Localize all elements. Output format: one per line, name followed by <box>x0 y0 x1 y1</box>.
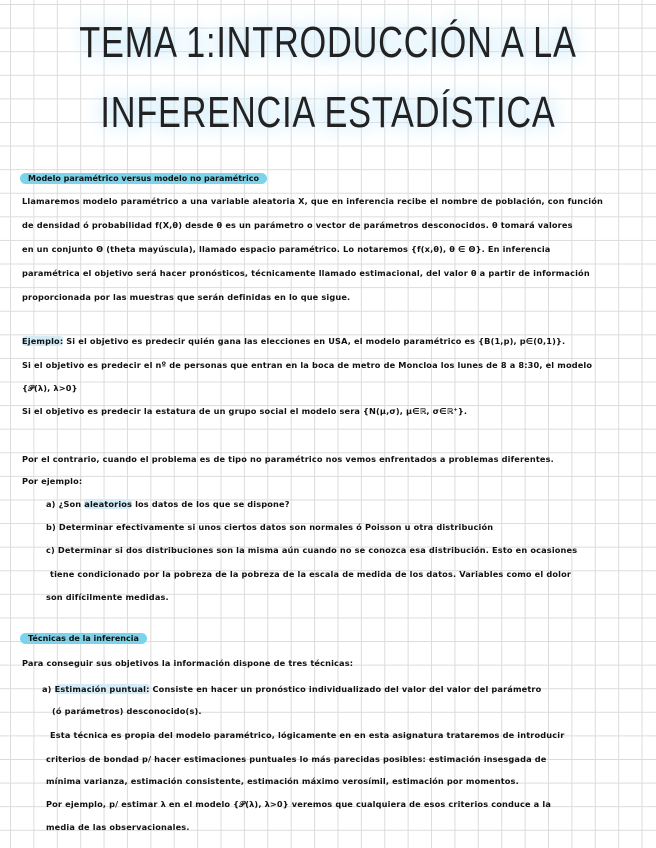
list-item: c) Determinar si dos distribuciones son la misma aún cuando no se conozca esa distribución. Esto en ocasiones <box>46 545 578 555</box>
highlighted-term: Estimación puntual: <box>54 684 150 694</box>
list-item: son difícilmente medidas. <box>46 592 169 602</box>
section-heading-parametric: Modelo paramétrico versus modelo no paramétrico <box>20 173 267 184</box>
list-item: b) Determinar efectivamente si unos ciertos datos son normales ó Poisson u otra distribución <box>46 522 494 532</box>
highlighted-word: aleatorios <box>84 499 133 509</box>
list-text: los datos de los que se dispone? <box>132 499 290 509</box>
example-text: Si el objetivo es predecir quién gana las elecciones en USA, el modelo paramétrico es {B(1,p), p∈(0,1)}. <box>63 336 566 346</box>
paragraph-line: Llamaremos modelo paramétrico a una variable aleatoria X, que en inferencia recibe el nombre de población, con función <box>22 196 603 206</box>
example-line: {𝒫(λ), λ>0} <box>22 383 78 393</box>
paragraph-line: Por el contrario, cuando el problema es de tipo no paramétrico nos vemos enfrentados a problemas diferentes. <box>22 454 554 464</box>
paragraph-line: criterios de bondad p/ hacer estimaciones puntuales lo más parecidas posibles: estimación insesgada de <box>46 754 547 764</box>
paragraph-line: paramétrica el objetivo será hacer pronósticos, técnicamente llamado estimacional, del valor θ a partir de información <box>22 268 590 278</box>
page-title-line-1: TEMA 1:INTRODUCCIÓN A LA <box>79 18 577 67</box>
example-line <box>22 336 565 346</box>
list-text: Consiste en hacer un pronóstico individualizado del valor del valor del parámetro <box>149 684 542 694</box>
paragraph-line: de densidad ó probabilidad f(X,θ) desde θ es un parámetro o vector de parámetros desconocidos. θ tomará valores <box>22 220 573 230</box>
paragraph-line: Por ejemplo, p/ estimar λ en el modelo {𝒫(λ), λ>0} veremos que cualquiera de esos criterios conduce a la <box>46 799 551 809</box>
list-item: tiene condicionado por la pobreza de la pobreza de la escala de medida de los datos. Variables como el dolor <box>50 569 572 579</box>
example-line: Si el objetivo es predecir el nº de personas que entran en la boca de metro de Moncloa los lunes de 8 a 8:30, el modelo <box>22 360 593 370</box>
list-item <box>42 684 541 694</box>
list-prefix: a) ¿Son <box>46 499 85 509</box>
paragraph-line: proporcionada por las muestras que serán definidas en lo que sigue. <box>22 292 351 302</box>
paragraph-line: media de las observacionales. <box>46 822 190 832</box>
paragraph-line: Esta técnica es propia del modelo paramétrico, lógicamente en en esta asignatura trataremos de introducir <box>50 730 565 740</box>
list-item <box>46 499 290 509</box>
paragraph-line: Para conseguir sus objetivos la información dispone de tres técnicas: <box>22 658 354 668</box>
paragraph-line: Por ejemplo: <box>22 476 83 486</box>
paragraph-line: (ó parámetros) desconocido(s). <box>52 706 202 716</box>
paragraph-line: mínima varianza, estimación consistente, estimación máximo verosímil, estimación por momentos. <box>46 776 519 786</box>
list-prefix: a) <box>42 684 55 694</box>
paragraph-line: en un conjunto Θ (theta mayúscula), llamado espacio paramétrico. Lo notaremos {f(x,θ), θ ∈ Θ}. En inferencia <box>22 244 551 254</box>
example-label: Ejemplo: <box>22 336 64 346</box>
example-line: Si el objetivo es predecir la estatura de un grupo social el modelo sera {N(μ,σ), μ∈ℝ, σ∈ℝ⁺}. <box>22 406 468 416</box>
section-heading-techniques: Técnicas de la inferencia <box>20 633 147 644</box>
page-title-line-2: INFERENCIA ESTADÍSTICA <box>100 88 556 137</box>
